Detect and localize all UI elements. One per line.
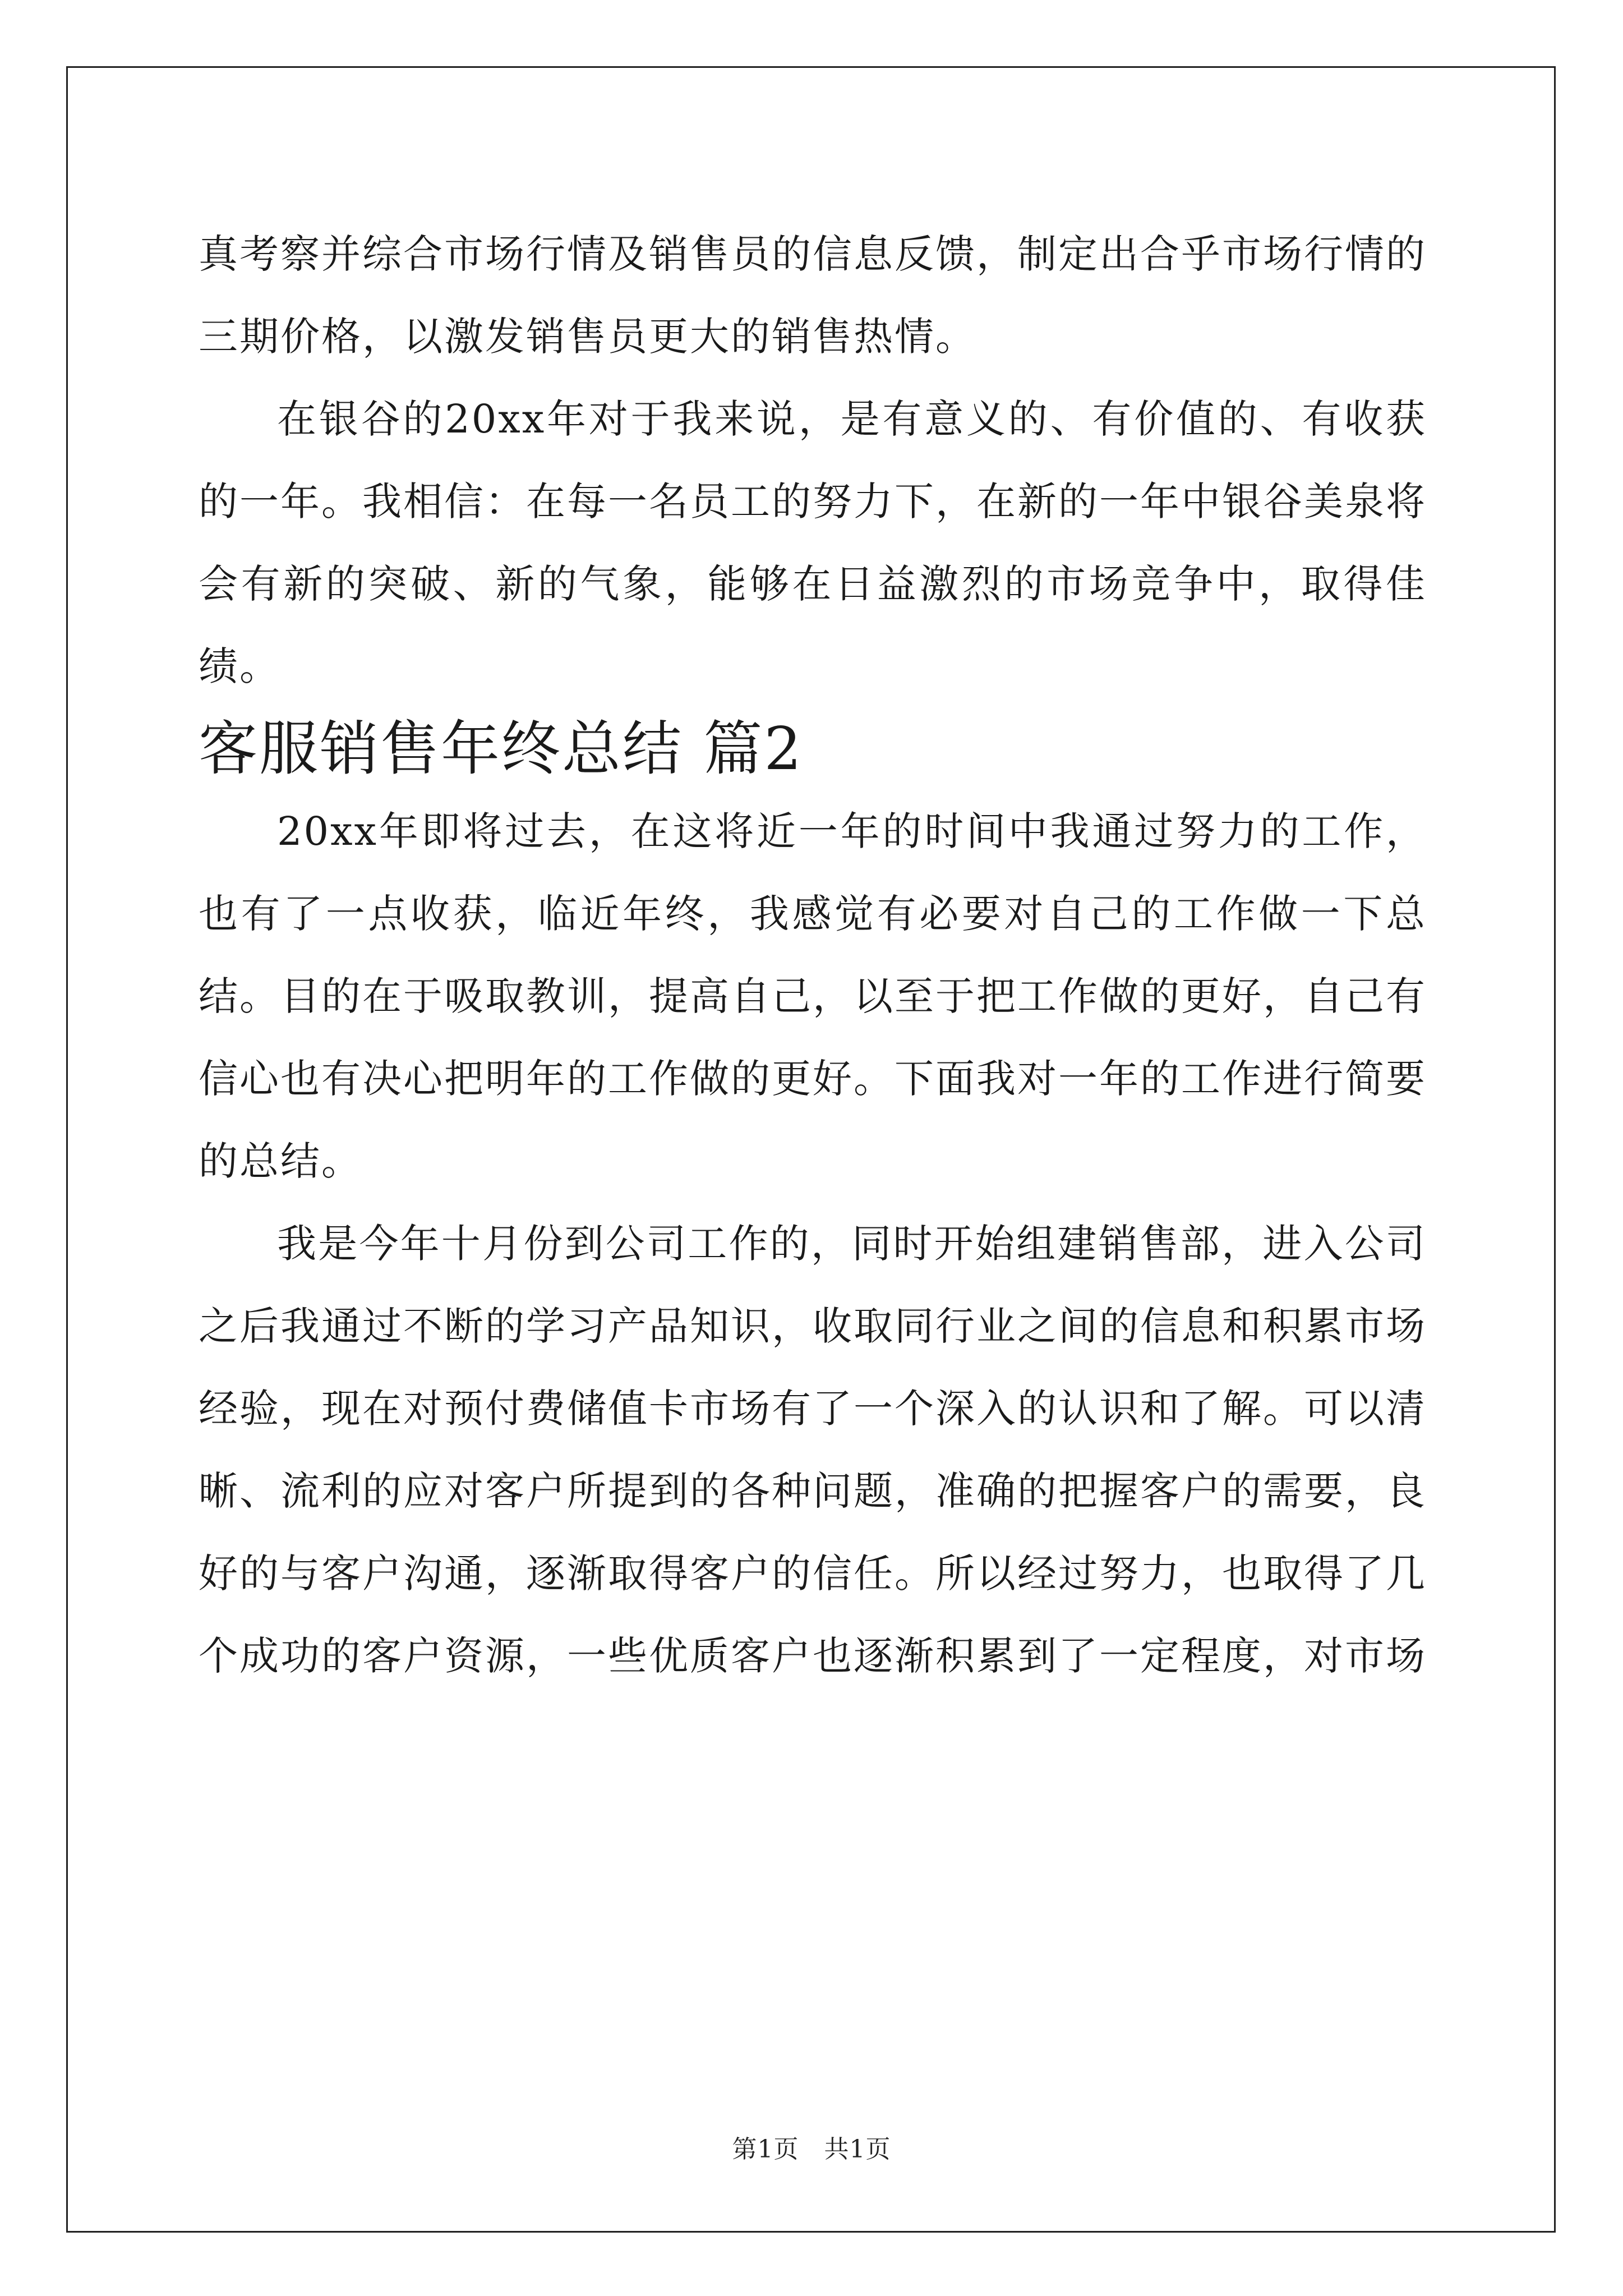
paragraph: 真考察并综合市场行情及销售员的信息反馈，制定出合乎市场行情的三期价格，以激发销售员更大的销售热情。 xyxy=(199,231,1427,360)
paragraph: 在银谷的20xx年对于我来说，是有意义的、有价值的、有收获的一年。我相信：在每一名员工的努力下，在新的一年中银谷美泉将会有新的突破、新的气象，能够在日益激烈的市场竞争中，取得佳绩。 xyxy=(199,396,1427,689)
document-body xyxy=(199,213,1427,1697)
page-footer: 第1页 共1页 xyxy=(732,2135,891,2164)
paragraph: 20xx年即将过去，在这将近一年的时间中我通过努力的工作，也有了一点收获，临近年终，我感觉有必要对自己的工作做一下总结。目的在于吸取教训，提高自己，以至于把工作做的更好，自己有信心也有决心把明年的工作做的更好。下面我对一年的工作进行简要的总结。 xyxy=(199,808,1427,1184)
paragraph: 我是今年十月份到公司工作的，同时开始组建销售部，进入公司之后我通过不断的学习产品知识，收取同行业之间的信息和积累市场经验，现在对预付费储值卡市场有了一个深入的认识和了解。可以清晰、流利的应对客户所提到的各种问题，准确的把握客户的需要，良好的与客户沟通，逐渐取得客户的信任。所以经过努力，也取得了几个成功的客户资源，一些优质客户也逐渐积累到了一定程度，对市场 xyxy=(199,1221,1427,1679)
section-heading: 客服销售年终总结 篇2 xyxy=(199,715,804,783)
